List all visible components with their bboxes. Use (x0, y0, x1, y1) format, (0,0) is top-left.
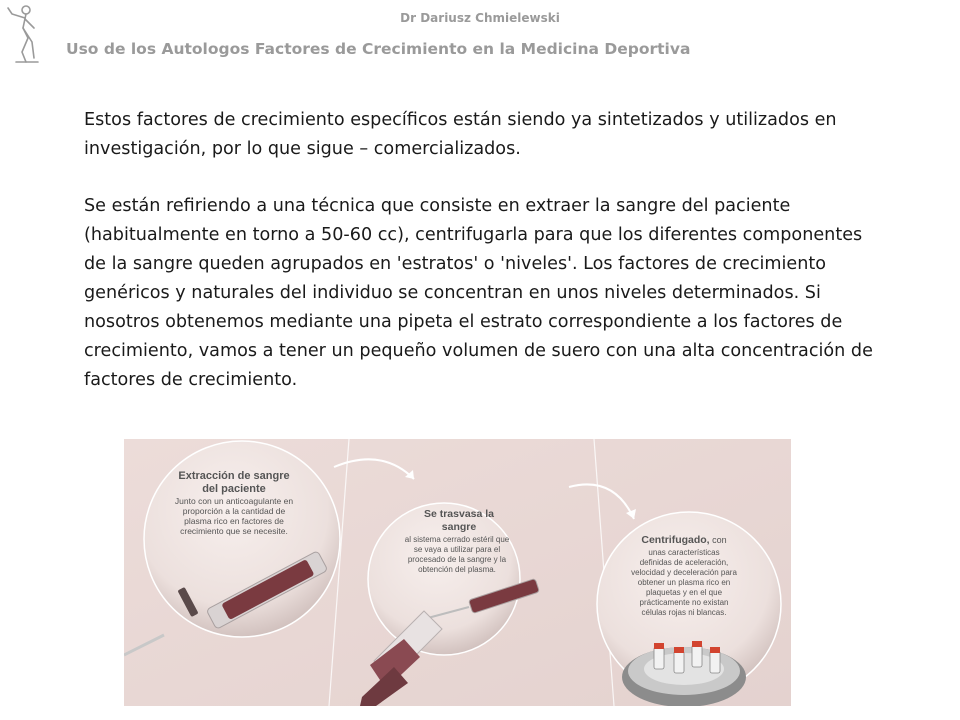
step3-line5: plaquetas y en el que (645, 588, 723, 597)
step1-title-line2: del paciente (202, 483, 266, 495)
step3-title-group (641, 534, 726, 546)
step3-line6: prácticamente no existan (639, 598, 729, 607)
step1-line4: crecimiento que se necesite. (180, 526, 288, 536)
step2-line3: procesado de la sangre y la (407, 555, 507, 564)
step1-line1: Junto con un anticoagulante en (174, 496, 294, 506)
step3-line2: definidas de aceleración, (639, 558, 729, 567)
step3-line3: velocidad y deceleración para (631, 568, 737, 577)
step3-line7: células rojas ni blancas. (641, 608, 727, 617)
step2-title-line2: sangre (441, 521, 477, 533)
step3-line4: obtener un plasma rico en (637, 578, 731, 587)
presentation-subtitle: Uso de los Autologos Factores de Crecimiento en la Medicina Deportiva (66, 40, 691, 58)
step2-line2: se vaya a utilizar para el (413, 545, 501, 554)
step3-title-cont: con (709, 535, 727, 545)
step2-line1: al sistema cerrado estéril que (404, 535, 510, 544)
paragraph-2: Se están refiriendo a una técnica que consiste en extraer la sangre del paciente (habitualmente en torno a 50-60 cc), centrifugarla para que los diferentes componentes de la sangre queden agrupados en 'estratos' o 'niveles'. Los factores de crecimiento genéricos y naturales del individuo se concentran en unos niveles determinados. Si nosotros obtenemos mediante una pipeta el estrato correspondiente a los factores de crecimiento, vamos a tener un pequeño volumen de suero con una alta concentración de factores de crecimiento. (84, 196, 873, 390)
step1-title-line1: Extracción de sangre (178, 470, 290, 482)
step1-line2: proporción a la cantidad de (182, 506, 286, 516)
step3-line1: unas características (648, 548, 720, 557)
prp-process-illustration (124, 439, 791, 706)
step2-title-line1: Se trasvasa la (423, 508, 495, 520)
author-name: Dr Dariusz Chmielewski (400, 11, 560, 25)
step1-line3: plasma rico en factores de (184, 516, 284, 526)
step3-title: Centrifugado, (641, 534, 710, 546)
paragraph-1: Estos factores de crecimiento específicos están siendo ya sintetizados y utilizados en investigación, por lo que sigue – comercializados. (84, 110, 837, 159)
step2-line4: obtención del plasma. (418, 565, 496, 574)
